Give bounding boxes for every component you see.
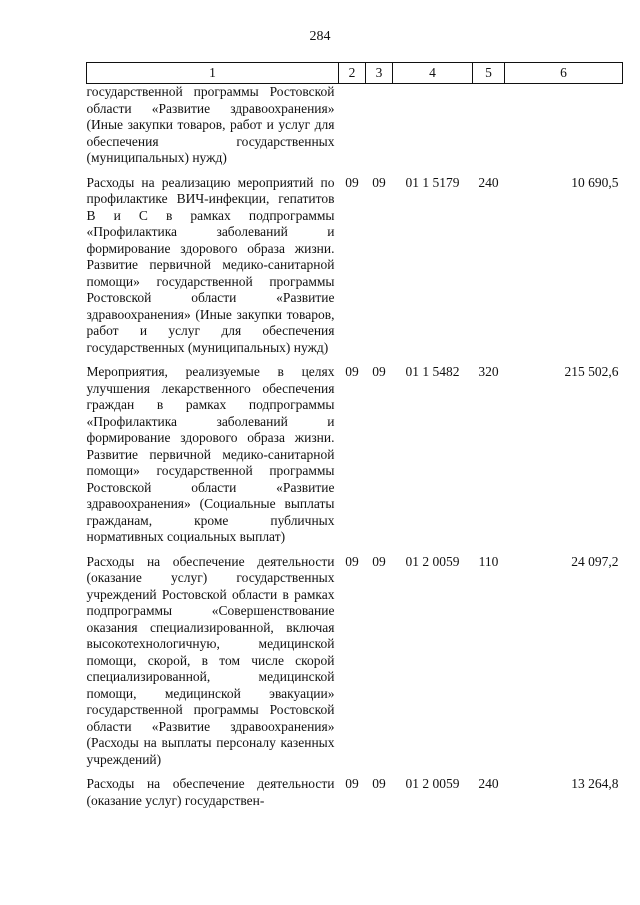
row-amount: 215 502,6 (564, 364, 619, 379)
row-description: Расходы на обеспечение деятельности (оказание услуг) государственных учреждений Ростовской области в рамках подпрограммы «Совершенствование оказания специализированной, включая высокотехнологичную, медицинской помощи, скорой, в том числе скорой специализированной, медицинской помощи, медицинской эвакуации» государственной программы Ростовской области «Развитие здравоохранения» (Расходы на выплаты персоналу казенных учреждений) (86, 553, 335, 767)
row-col3: 09 (372, 553, 386, 569)
row-description: Расходы на обеспечение деятельности (оказание услуг) государствен- (86, 776, 335, 808)
row-col2: 09 (345, 174, 359, 190)
column-header: 5 (473, 63, 505, 84)
table-row (87, 84, 623, 175)
budget-table (86, 62, 623, 817)
row-amount: 24 097,2 (571, 553, 619, 569)
row-col4: 01 1 5179 (405, 174, 460, 190)
column-header: 1 (87, 63, 339, 84)
row-col4: 01 1 5482 (405, 364, 460, 379)
row-col5: 320 (478, 364, 499, 379)
row-col4: 01 2 0059 (405, 776, 460, 791)
column-header: 3 (366, 63, 393, 84)
row-description: государственной программы Ростовской области «Развитие здравоохранения» (Иные закупки товаров, работ и услуг для обеспечения государственных (муниципальных) нужд) (86, 84, 335, 165)
row-col4: 01 2 0059 (405, 553, 460, 569)
row-col2: 09 (345, 553, 359, 569)
row-col2: 09 (345, 364, 359, 379)
row-col5: 240 (478, 776, 499, 791)
row-amount: 10 690,5 (571, 174, 619, 190)
row-col5: 110 (478, 553, 499, 569)
table-row (87, 364, 623, 554)
column-header: 6 (505, 63, 623, 84)
row-col4 (393, 84, 473, 175)
row-col3: 09 (372, 174, 386, 190)
row-description: Расходы на реализацию мероприятий по профилактике ВИЧ-инфекции, гепатитов В и С в рамках подпрограммы «Профилактика заболеваний и формирование здорового образа жизни. Развитие первичной медико-санитарной помощи» государственной программы Ростовской области «Развитие здравоохранения» (Иные закупки товаров, работ и услуг для обеспечения государственных (муниципальных) нужд) (86, 174, 335, 355)
row-col2 (339, 84, 366, 175)
table-header-row (87, 63, 623, 84)
table-row (87, 554, 623, 777)
table-row (87, 776, 623, 817)
row-amount: 13 264,8 (571, 776, 619, 791)
page-number: 284 (309, 29, 331, 44)
row-col3: 09 (372, 364, 386, 379)
row-amount (505, 84, 623, 175)
row-col5: 240 (478, 174, 499, 190)
row-col3: 09 (372, 776, 386, 791)
row-col5 (473, 84, 505, 175)
row-description: Мероприятия, реализуемые в целях улучшения лекарственного обеспечения граждан в рамках подпрограммы «Профилактика заболеваний и формирование здорового образа жизни. Развитие первичной медико-санитарной помощи» государственной программы Ростовской области «Развитие здравоохранения» (Социальные выплаты гражданам, кроме публичных нормативных социальных выплат) (86, 364, 335, 544)
column-header: 2 (339, 63, 366, 84)
column-header: 4 (393, 63, 473, 84)
row-col2: 09 (345, 776, 359, 791)
table-row (87, 175, 623, 365)
row-col3 (366, 84, 393, 175)
